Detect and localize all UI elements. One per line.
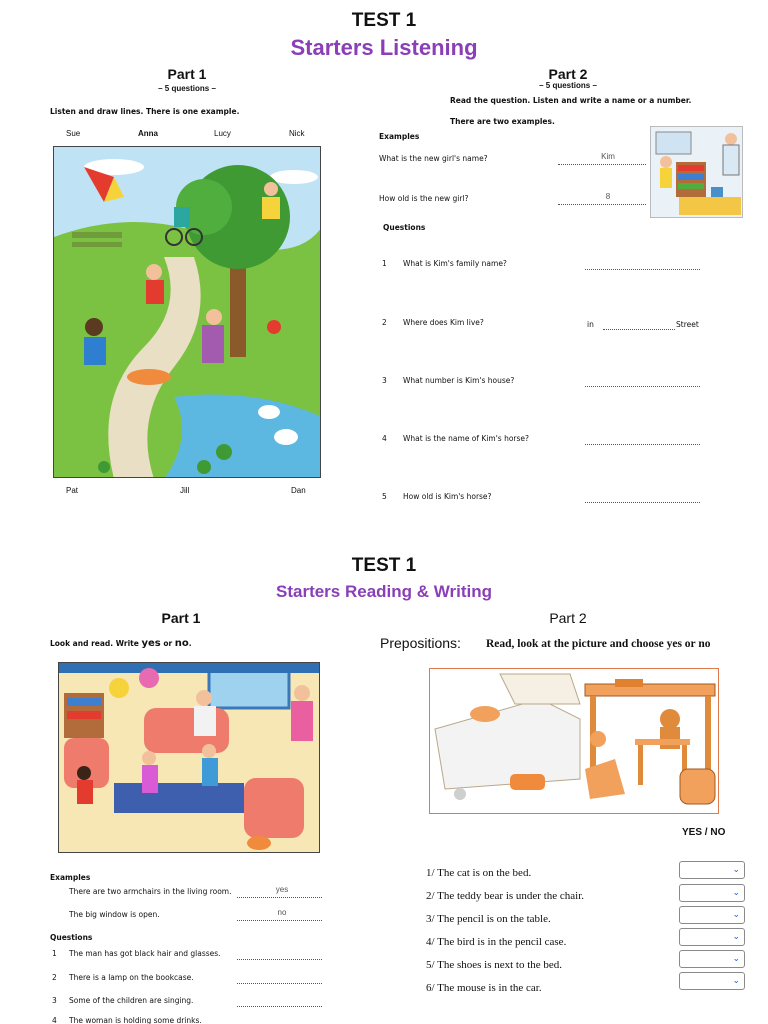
reading-example-question: The big window is open. <box>69 910 160 919</box>
reading-part2-title: Part 2 <box>549 610 587 626</box>
chevron-down-icon: ⌄ <box>732 931 740 941</box>
answer-suffix: Street <box>676 320 699 329</box>
reading-example-answer: no <box>277 908 287 917</box>
question-number: 4 <box>382 434 387 443</box>
yes-no-select[interactable] <box>679 972 745 990</box>
reading-example-answer: yes <box>275 885 289 894</box>
question-text: There is a lamp on the bookcase. <box>69 973 194 982</box>
statement-text: 3/ The pencil is on the table. <box>426 913 551 925</box>
question-number: 2 <box>52 973 57 982</box>
yes-no-select[interactable] <box>679 884 745 902</box>
chevron-down-icon: ⌄ <box>732 909 740 919</box>
yes-no-header: YES / NO <box>682 827 726 838</box>
yes-no-select[interactable] <box>679 861 745 879</box>
question-number: 5 <box>382 492 387 501</box>
answer-line[interactable] <box>237 975 322 984</box>
listening-examples-heading: Examples <box>379 132 420 141</box>
question-number: 4 <box>52 1016 57 1024</box>
reading-part2-instruction: Read, look at the picture and choose yes or no <box>486 638 711 650</box>
chevron-down-icon: ⌄ <box>732 864 740 874</box>
listening-example-answer: 8 <box>605 192 611 201</box>
question-text: What is Kim's family name? <box>403 259 507 268</box>
answer-line[interactable] <box>237 951 322 960</box>
answer-line[interactable] <box>585 494 700 503</box>
question-number: 3 <box>52 996 57 1005</box>
classroom-picture <box>650 126 743 218</box>
question-text: How old is Kim's horse? <box>403 492 492 501</box>
statement-text: 1/ The cat is on the bed. <box>426 867 532 879</box>
question-number: 2 <box>382 318 387 327</box>
chevron-down-icon: ⌄ <box>732 975 740 985</box>
listening-example-answer: Kim <box>601 152 615 161</box>
bedroom-picture <box>429 668 719 814</box>
statement-text: 4/ The bird is in the pencil case. <box>426 936 567 948</box>
answer-prefix: in <box>587 320 594 329</box>
instruction-text: Look and read. Write <box>50 639 142 648</box>
listening-part1-title: Part 1 <box>167 66 207 82</box>
park-picture <box>53 146 321 478</box>
answer-line[interactable] <box>585 261 700 270</box>
answer-line[interactable] <box>585 436 700 445</box>
reading-examples-heading: Examples <box>50 873 91 882</box>
question-number: 1 <box>382 259 387 268</box>
name-dan: Dan <box>291 486 306 495</box>
listening-part2-instruction: Read the question. Listen and write a name or a number. <box>450 96 692 105</box>
answer-line[interactable] <box>237 998 322 1007</box>
listening-part1-instruction: Listen and draw lines. There is one example. <box>50 107 240 116</box>
question-text: What number is Kim's house? <box>403 376 515 385</box>
reading-test-title: TEST 1 <box>351 555 417 576</box>
instruction-end: . <box>188 639 192 648</box>
name-lucy: Lucy <box>214 129 231 138</box>
listening-part2-examples-note: There are two examples. <box>450 117 555 126</box>
listening-example-question: How old is the new girl? <box>379 194 469 203</box>
listening-part2-title: Part 2 <box>548 66 588 82</box>
question-number: 1 <box>52 949 57 958</box>
question-number: 3 <box>382 376 387 385</box>
yes-no-select[interactable] <box>679 950 745 968</box>
listening-part2-note: – 5 questions – <box>539 81 597 90</box>
statement-text: 2/ The teddy bear is under the chair. <box>426 890 585 902</box>
reading-part1-title: Part 1 <box>161 610 201 626</box>
yes-no-select[interactable] <box>679 928 745 946</box>
yes-no-select[interactable] <box>679 906 745 924</box>
question-text: The man has got black hair and glasses. <box>69 949 221 958</box>
name-anna: Anna <box>138 129 158 138</box>
reading-example-question: There are two armchairs in the living room. <box>69 887 232 896</box>
name-pat: Pat <box>66 486 79 495</box>
answer-line[interactable] <box>585 378 700 387</box>
instruction-no: no <box>174 638 189 649</box>
living-room-picture <box>58 662 320 853</box>
statement-text: 6/ The mouse is in the car. <box>426 982 542 994</box>
reading-part1-instruction <box>50 638 192 649</box>
chevron-down-icon: ⌄ <box>732 887 740 897</box>
name-jill: Jill <box>180 486 190 495</box>
chevron-down-icon: ⌄ <box>732 953 740 963</box>
question-text: The woman is holding some drinks. <box>69 1016 202 1024</box>
question-text: Where does Kim live? <box>403 318 484 327</box>
listening-test-title: TEST 1 <box>351 10 417 31</box>
listening-part1-note: – 5 questions – <box>158 84 216 93</box>
instruction-or: or <box>160 639 175 648</box>
prepositions-label: Prepositions: <box>380 635 461 651</box>
statement-text: 5/ The shoes is next to the bed. <box>426 959 563 971</box>
question-text: What is the name of Kim's horse? <box>403 434 530 443</box>
listening-questions-heading: Questions <box>383 223 426 232</box>
answer-line[interactable] <box>603 321 675 330</box>
name-sue: Sue <box>66 129 81 138</box>
instruction-yes: yes <box>141 638 161 649</box>
name-nick: Nick <box>289 129 305 138</box>
listening-subtitle: Starters Listening <box>290 35 478 60</box>
question-text: Some of the children are singing. <box>69 996 194 1005</box>
listening-example-question: What is the new girl's name? <box>379 154 488 163</box>
reading-questions-heading: Questions <box>50 933 93 942</box>
reading-subtitle: Starters Reading & Writing <box>276 582 492 601</box>
